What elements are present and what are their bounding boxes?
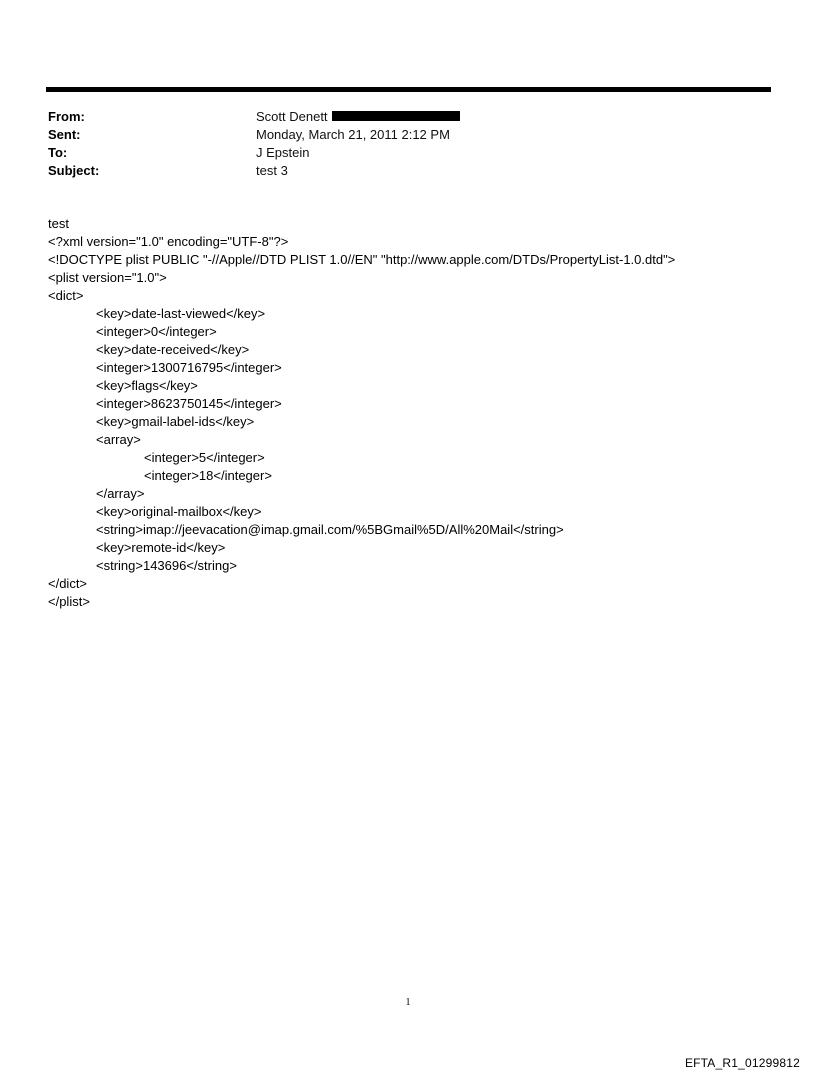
body-line: <dict> xyxy=(48,288,84,303)
body-line: <string>143696</string> xyxy=(96,558,237,573)
body-line: <integer>8623750145</integer> xyxy=(96,396,282,411)
body-line: <integer>18</integer> xyxy=(144,468,272,483)
body-line: <key>flags</key> xyxy=(96,378,198,393)
body-line: <?xml version="1.0" encoding="UTF-8"?> xyxy=(48,234,289,249)
email-header xyxy=(48,107,748,179)
to-value: J Epstein xyxy=(256,144,310,160)
body-line: <key>date-received</key> xyxy=(96,342,250,357)
body-line: test xyxy=(48,216,69,231)
body-line: <integer>1300716795</integer> xyxy=(96,360,282,375)
sent-row xyxy=(48,125,748,143)
to-label: To: xyxy=(48,144,68,160)
body-line: <integer>5</integer> xyxy=(144,450,265,465)
from-row xyxy=(48,107,748,125)
body-line: <key>remote-id</key> xyxy=(96,540,226,555)
body-line: <!DOCTYPE plist PUBLIC "-//Apple//DTD PLIST 1.0//EN" "http://www.apple.com/DTDs/PropertyList-1.0.dtd"> xyxy=(48,252,676,267)
body-line: <array> xyxy=(96,432,141,447)
body-line: </dict> xyxy=(48,576,88,591)
redaction-bar xyxy=(332,111,460,121)
from-label: From: xyxy=(48,108,85,124)
body-line: <plist version="1.0"> xyxy=(48,270,167,285)
body-line: <key>gmail-label-ids</key> xyxy=(96,414,255,429)
body-line: </plist> xyxy=(48,594,90,609)
body-line: </array> xyxy=(96,486,145,501)
body-line: <string>imap://jeevacation@imap.gmail.com/%5BGmail%5D/All%20Mail</string> xyxy=(96,522,564,537)
document-id: EFTA_R1_01299812 xyxy=(684,1056,800,1070)
email-body xyxy=(48,215,768,611)
header-divider-rule xyxy=(46,87,771,92)
sent-value: Monday, March 21, 2011 2:12 PM xyxy=(256,126,450,142)
body-line: <key>original-mailbox</key> xyxy=(96,504,262,519)
body-line: <key>date-last-viewed</key> xyxy=(96,306,266,321)
page-number: 1 xyxy=(405,997,411,1008)
sent-label: Sent: xyxy=(48,126,81,142)
sender-name: Scott Denett xyxy=(256,108,328,124)
subject-row xyxy=(48,161,748,179)
subject-label: Subject: xyxy=(48,162,100,178)
body-line: <integer>0</integer> xyxy=(96,324,217,339)
from-value xyxy=(256,109,460,124)
subject-value: test 3 xyxy=(256,162,288,178)
to-row xyxy=(48,143,748,161)
